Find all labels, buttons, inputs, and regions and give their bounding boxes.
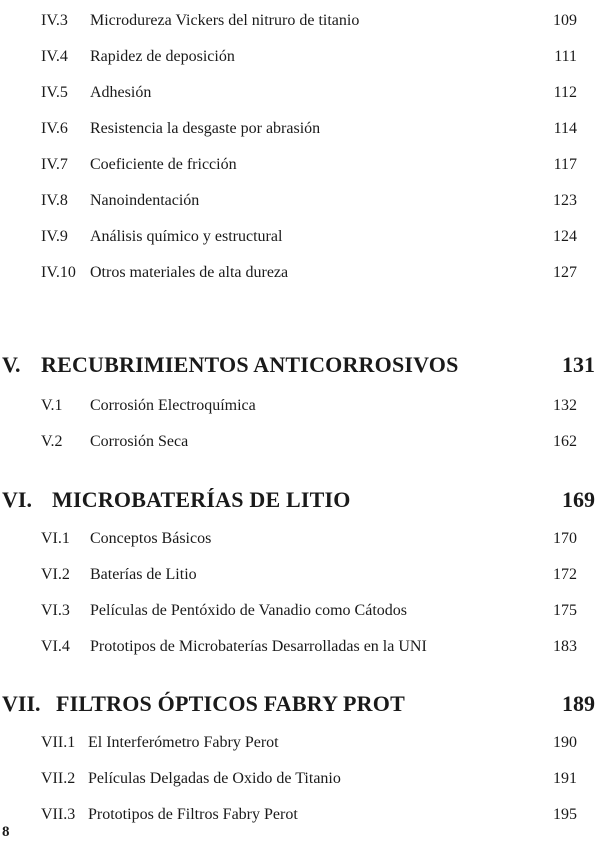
toc-entry: [0, 522, 600, 552]
chapter-title: MICROBATERÍAS DE LITIO: [52, 487, 351, 512]
entry-page: 112: [553, 84, 577, 101]
entry-page: 191: [553, 770, 577, 787]
entry-page: 190: [553, 734, 577, 751]
entry-title: Baterías de Litio: [90, 566, 197, 583]
entry-title: Películas de Pentóxido de Vanadio como Cátodos: [90, 602, 407, 619]
entry-number: IV.9: [41, 228, 68, 245]
entry-title: Adhesión: [90, 84, 152, 101]
chapter-page: 131: [562, 352, 595, 377]
toc-entry: [0, 184, 600, 214]
chapter-title: RECUBRIMIENTOS ANTICORROSIVOS: [41, 352, 459, 377]
entry-title: Rapidez de deposición: [90, 48, 235, 65]
entry-title: Microdureza Vickers del nitruro de titanio: [90, 12, 360, 29]
toc-entry: [0, 220, 600, 250]
entry-page: 124: [553, 228, 577, 245]
entry-page: 132: [553, 397, 577, 414]
chapter-title: FILTROS ÓPTICOS FABRY PROT: [56, 691, 405, 716]
toc-entry: [0, 76, 600, 106]
page-number: 8: [2, 824, 10, 840]
entry-number: IV.6: [41, 120, 68, 137]
toc-entry: [0, 40, 600, 70]
entry-number: VII.2: [41, 770, 76, 787]
toc-entry: [0, 425, 600, 455]
toc-entry: [0, 762, 600, 792]
entry-number: VI.1: [41, 530, 70, 547]
entry-page: 172: [553, 566, 577, 583]
toc-entry: [0, 726, 600, 756]
entry-title: Prototipos de Filtros Fabry Perot: [88, 806, 298, 823]
entry-number: IV.4: [41, 48, 68, 65]
entry-title: Otros materiales de alta dureza: [90, 264, 289, 281]
entry-page: 111: [554, 48, 577, 65]
chapter-page: 189: [562, 691, 595, 716]
toc-entry: [0, 389, 600, 419]
toc-entry: [0, 4, 600, 34]
entry-number: VII.3: [41, 806, 76, 823]
entry-page: 114: [553, 120, 577, 137]
toc-entry: [0, 558, 600, 588]
entry-title: Análisis químico y estructural: [90, 228, 283, 245]
toc-entry: [0, 148, 600, 178]
chapter-page: 169: [562, 487, 595, 512]
entry-number: IV.3: [41, 12, 68, 29]
toc-entry: [0, 594, 600, 624]
toc-entry: [0, 630, 600, 660]
chapter-number: V.: [2, 352, 21, 377]
entry-title: Nanoindentación: [90, 192, 200, 209]
chapter-number: VII.: [2, 691, 41, 716]
entry-title: Conceptos Básicos: [90, 530, 212, 547]
entry-number: IV.10: [41, 264, 76, 281]
entry-title: Corrosión Seca: [90, 433, 189, 450]
chapter-heading: [0, 689, 600, 719]
entry-page: 175: [553, 602, 577, 619]
entry-page: 183: [553, 638, 577, 655]
entry-number: VI.3: [41, 602, 70, 619]
entry-title: El Interferómetro Fabry Perot: [88, 734, 279, 751]
chapter-number: VI.: [2, 487, 32, 512]
entry-title: Corrosión Electroquímica: [90, 397, 256, 414]
entry-page: 123: [553, 192, 577, 209]
toc-entry: [0, 256, 600, 286]
entry-number: IV.5: [41, 84, 68, 101]
entry-number: VII.1: [41, 734, 76, 751]
chapter-heading: [0, 485, 600, 515]
entry-page: 127: [553, 264, 577, 281]
entry-number: VI.2: [41, 566, 70, 583]
entry-page: 117: [553, 156, 577, 173]
entry-title: Prototipos de Microbaterías Desarrolladas en la UNI: [90, 638, 427, 655]
entry-title: Coeficiente de fricción: [90, 156, 237, 173]
entry-number: V.2: [41, 433, 63, 450]
chapter-heading: [0, 350, 600, 380]
toc-entry: [0, 798, 600, 828]
entry-page: 162: [553, 433, 577, 450]
entry-number: IV.8: [41, 192, 68, 209]
entry-title: Películas Delgadas de Oxido de Titanio: [88, 770, 341, 787]
entry-page: 170: [553, 530, 577, 547]
toc-entry: [0, 112, 600, 142]
entry-title: Resistencia la desgaste por abrasión: [90, 120, 321, 137]
entry-number: IV.7: [41, 156, 68, 173]
entry-page: 109: [553, 12, 577, 29]
entry-number: VI.4: [41, 638, 70, 655]
entry-number: V.1: [41, 397, 63, 414]
entry-page: 195: [553, 806, 577, 823]
